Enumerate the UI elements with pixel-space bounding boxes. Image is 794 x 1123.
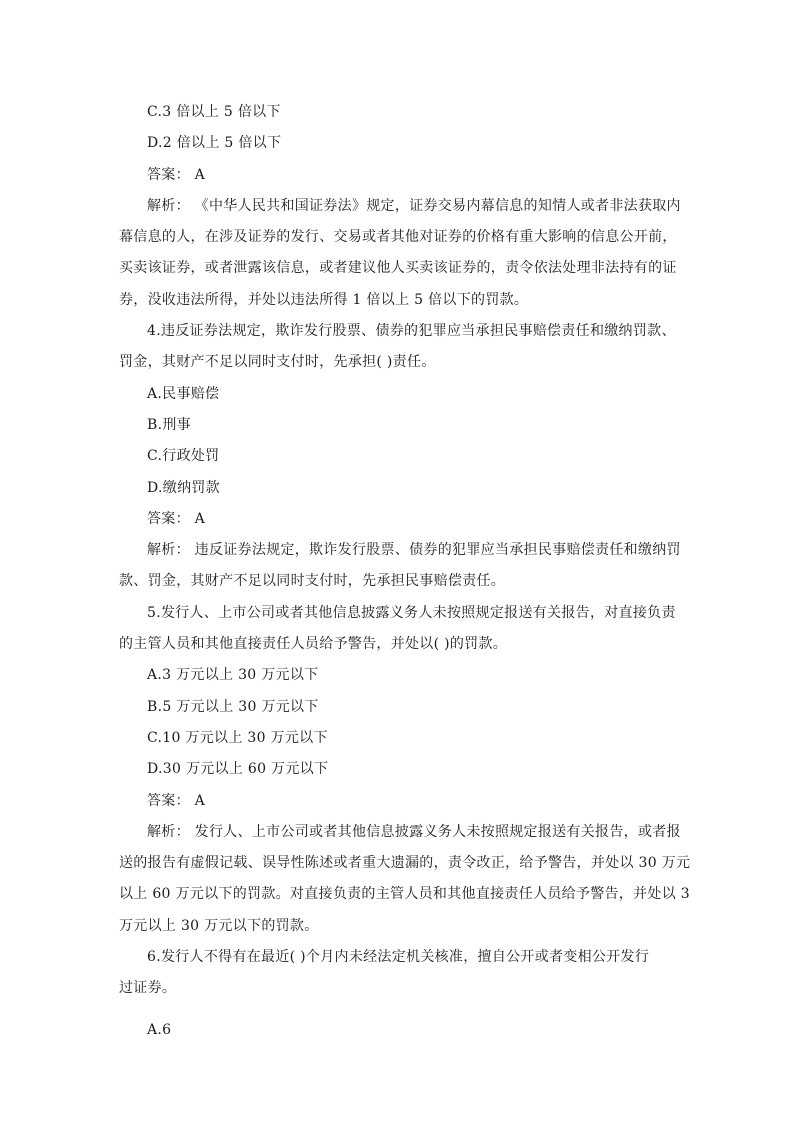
explanation-q3-line2: 幕信息的人，在涉及证券的发行、交易或者其他对证券的价格有重大影响的信息公开前， [119,229,677,246]
document-content [119,97,691,1046]
question-4-line1: 4.违反证券法规定，欺诈发行股票、债券的犯罪应当承担民事赔偿责任和缴纳罚款、 [147,323,676,340]
question-5-line2: 的主管人员和其他直接责任人员给予警告，并处以( )的罚款。 [119,636,508,653]
explanation-q5-line4: 万元以上 30 万元以下的罚款。 [119,917,319,934]
question-5-line1: 5.发行人、上市公司或者其他信息披露义务人未按照规定报送有关报告，对直接负责 [147,604,676,621]
explanation-q3-line4: 券，没收违法所得，并处以违法所得 1 倍以上 5 倍以下的罚款。 [119,291,529,308]
question-6-line2: 过证券。 [119,980,177,997]
explanation-q4-line2: 款、罚金，其财产不足以同时支付时，先承担民事赔偿责任。 [119,573,506,590]
answer-q3: 答案： A [147,166,206,183]
explanation-q5-line2: 送的报告有虚假记载、误导性陈述或者重大遗漏的，责令改正，给予警告，并处以 30 万元 [119,855,691,872]
option-b-q5: B.5 万元以上 30 万元以下 [147,698,319,715]
question-4-line2: 罚金，其财产不足以同时支付时，先承担( )责任。 [119,354,436,371]
explanation-q3-line1: 解析： 《中华人民共和国证券法》规定，证券交易内幕信息的知情人或者非法获取内 [147,197,681,214]
option-a-q5: A.3 万元以上 30 万元以下 [147,667,319,684]
option-c-q5: C.10 万元以上 30 万元以下 [147,729,328,746]
explanation-q4-line1: 解析： 违反证券法规定，欺诈发行股票、债券的犯罪应当承担民事赔偿责任和缴纳罚 [147,542,681,559]
explanation-q5-line1: 解析： 发行人、上市公司或者其他信息披露义务人未按照规定报送有关报告，或者报 [147,823,681,840]
answer-q4: 答案： A [147,510,206,527]
option-c-q3: C.3 倍以上 5 倍以下 [147,104,281,120]
option-b-q4: B.刑事 [147,416,191,433]
option-d-q4: D.缴纳罚款 [147,479,220,496]
question-6-line1: 6.发行人不得有在最近( )个月内未经法定机关核准，擅自公开或者变相公开发行 [147,949,650,966]
option-c-q4: C.行政处罚 [147,448,220,465]
option-d-q5: D.30 万元以上 60 万元以下 [147,761,329,778]
explanation-q3-line3: 买卖该证券，或者泄露该信息，或者建议他人买卖该证券的，责令依法处理非法持有的证 [119,260,677,277]
option-d-q3: D.2 倍以上 5 倍以下 [147,135,282,152]
explanation-q5-line3: 以上 60 万元以下的罚款。对直接负责的主管人员和其他直接责任人员给予警告，并处以 3 [119,886,690,903]
option-a-q4: A.民事赔偿 [147,385,220,402]
answer-q5: 答案： A [147,792,206,809]
option-a-q6: A.6 [147,1021,172,1038]
